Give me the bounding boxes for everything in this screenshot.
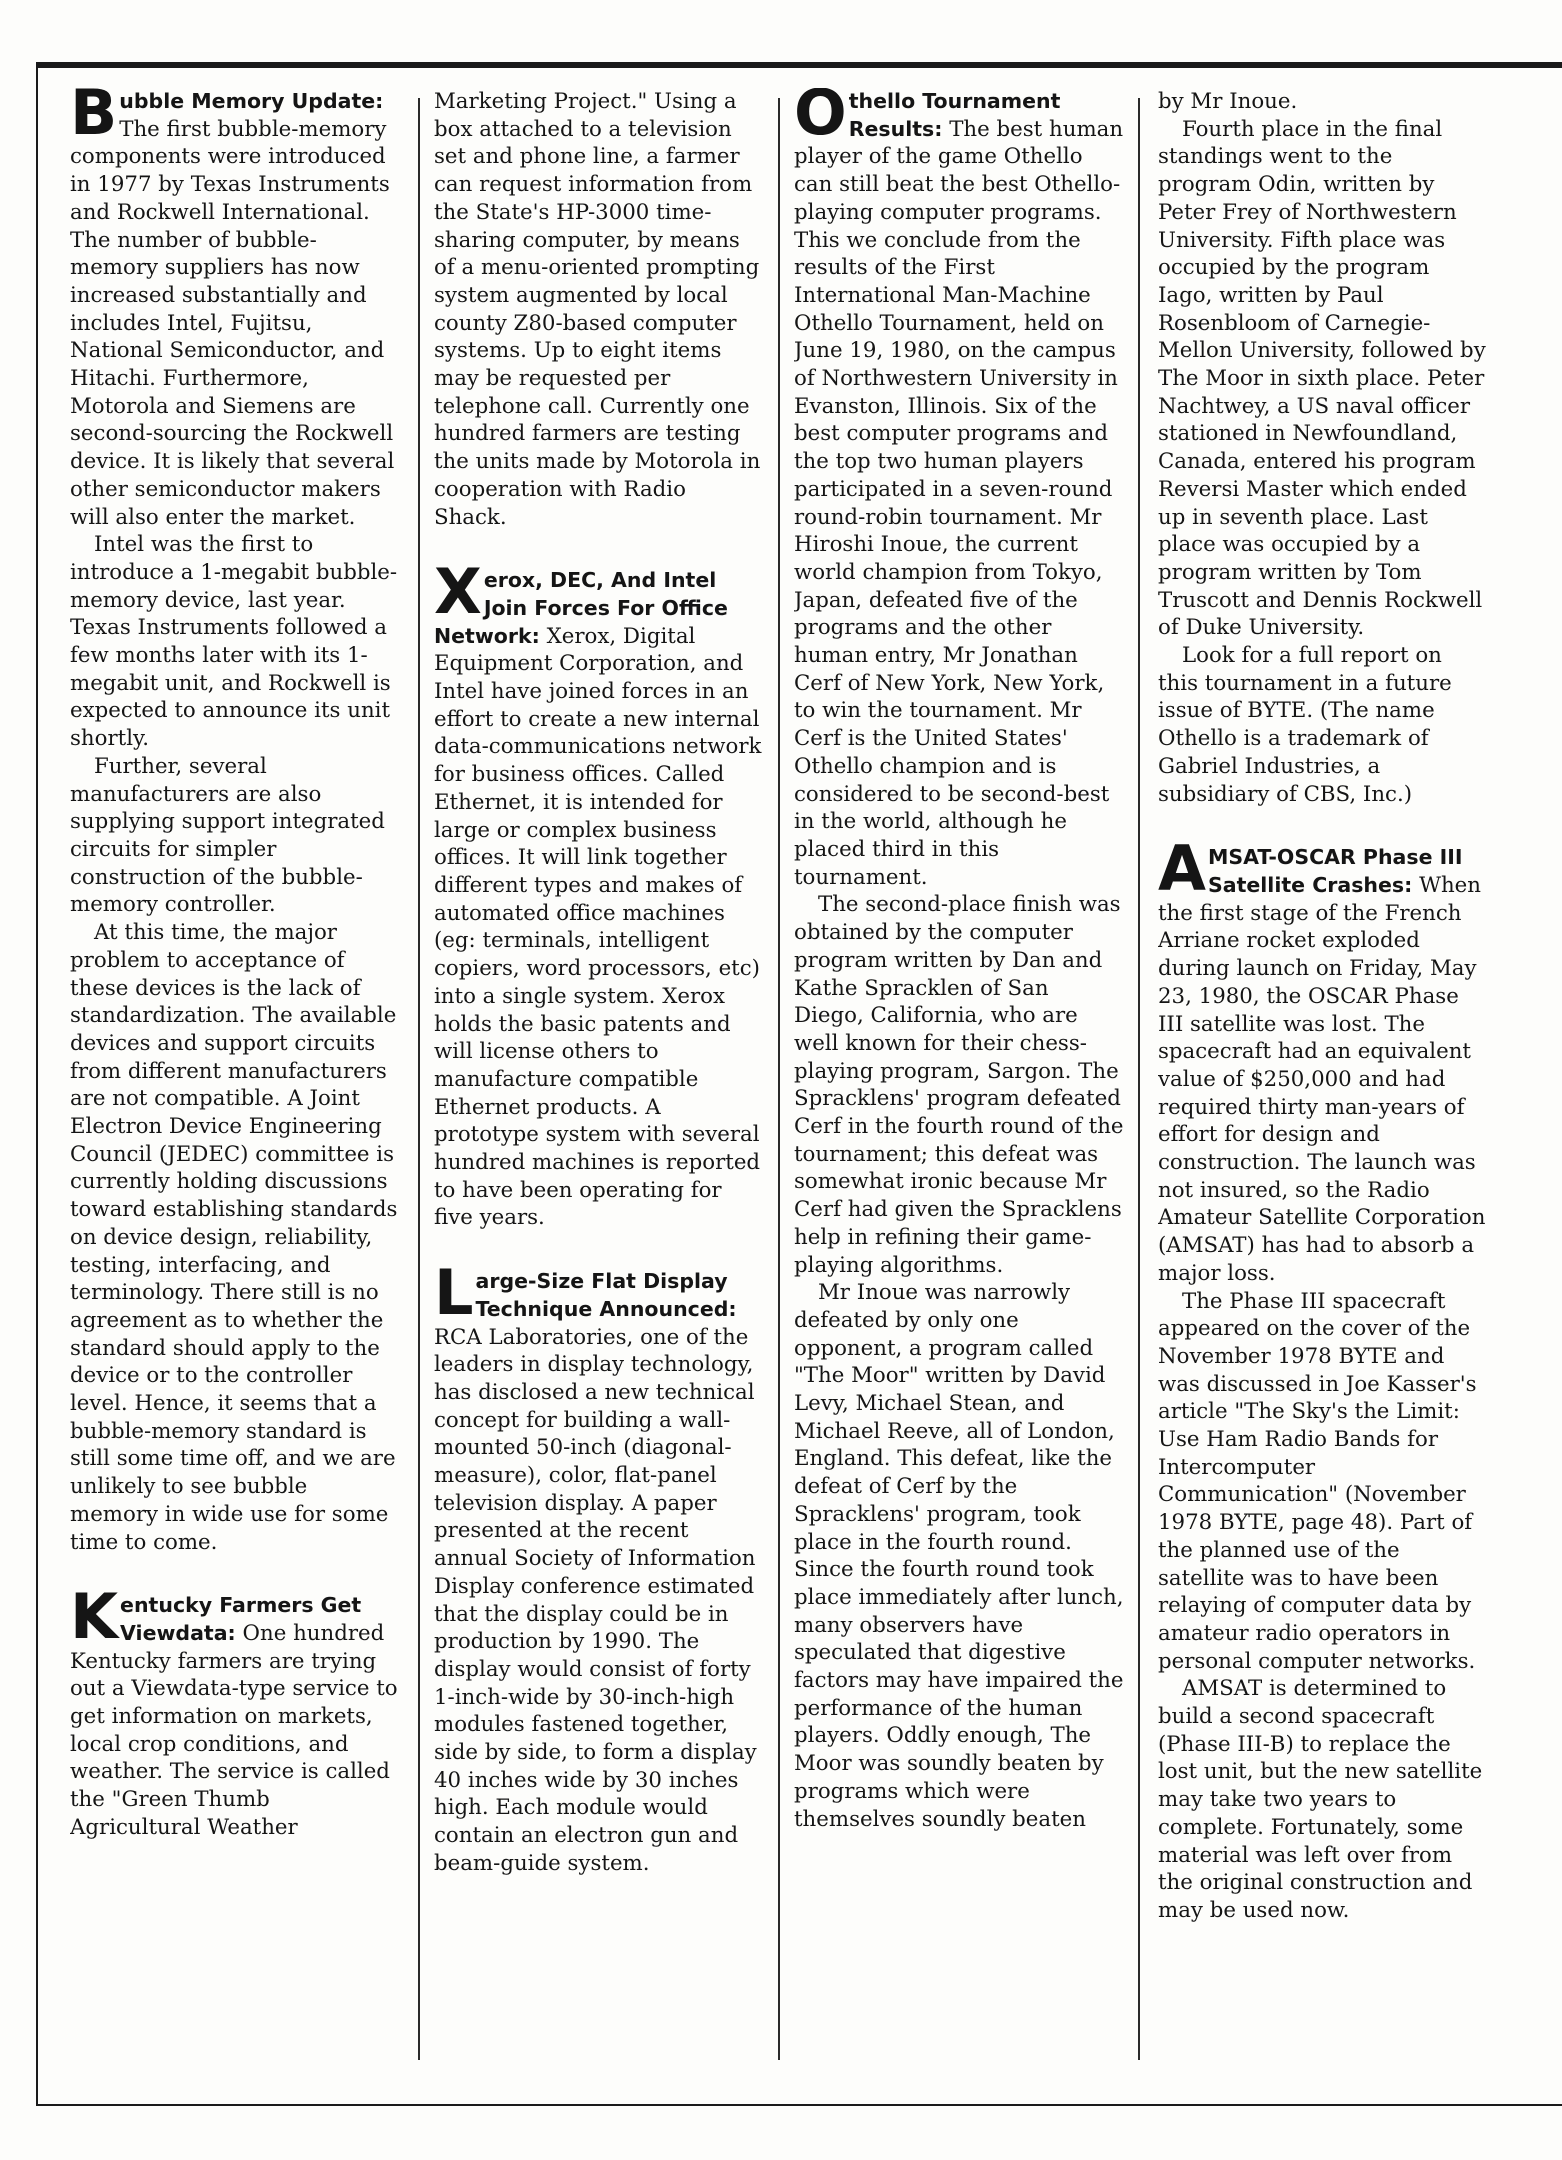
paragraph: One hundred Kentucky farmers are trying out a Viewdata-type service to get information on markets, local crop conditions, and weather. The service is called the "Green Thumb Agricultural Weather: [70, 1620, 398, 1840]
paragraph: Xerox, Digital Equipment Corporation, and Intel have joined forces in an effort to create a new internal data-communications network for business offices. Called Ethernet, it is intended for large or complex business offices. It will link together different types and makes of automated office machines (eg: terminals, intelligent copiers, word processors, etc) into a single system. Xerox holds the basic patents and will license others to manufacture compatible Ethernet products. A prototype system with several hundred machines is reported to have been operating for five years.: [434, 623, 762, 1231]
article: [1158, 88, 1488, 808]
article-lead: [1158, 832, 1488, 1287]
article: [434, 1256, 764, 1877]
article: [70, 1580, 400, 1841]
article-lead: [70, 1580, 400, 1841]
paragraph: by Mr Inoue.: [1158, 89, 1298, 114]
paragraph: Further, several manufacturers are also supplying support integrated circuits for simpler construction of the bubble-memory controller.: [70, 753, 385, 918]
bottom-rule: [36, 2104, 1562, 2106]
paragraph: Marketing Project." Using a box attached to a television set and phone line, a farmer can request information from the State's HP-3000 time-sharing computer, by means of a menu-oriented prompting system augmented by local county Z80-based computer systems. Up to eight items may be requested per telephone call. Currently one hundred farmers are testing the units made by Motorola in cooperation with Radio Shack.: [434, 89, 761, 530]
paragraph: Look for a full report on this tournament in a future issue of BYTE. (The name Othello is a trademark of Gabriel Industries, a subsidiary of CBS, Inc.): [1158, 643, 1452, 807]
article: [1158, 832, 1488, 1924]
article-headline: MSAT-OSCAR Phase III Satellite Crashes:: [1207, 845, 1463, 897]
article-headline: thello Tournament Results:: [848, 89, 1061, 141]
column-4: [1158, 88, 1488, 2068]
top-rule: [36, 62, 1562, 68]
left-rule: [36, 62, 38, 2106]
article: [70, 88, 400, 1556]
article-headline: erox, DEC, And Intel Join Forces For Office Network:: [434, 568, 728, 648]
article-lead: [434, 1256, 764, 1877]
paragraph: Fourth place in the final standings went to the program Odin, written by Peter Frey of Northwestern University. Fifth place was occupied by the program Iago, written by Paul Rosenbloom of Carnegie-Mellon University, followed by The Moor in sixth place. Peter Nachtwey, a US naval officer stationed in Newfoundland, Canada, entered his program Reversi Master which ended up in seventh place. Last place was occupied by a program written by Tom Truscott and Dennis Rockwell of Duke University.: [1158, 116, 1486, 641]
article-headline: entucky Farmers Get Viewdata:: [120, 1593, 362, 1645]
article-headline: ubble Memory Update:: [119, 89, 384, 113]
column-divider: [778, 98, 780, 2060]
article: [794, 88, 1124, 1833]
drop-cap: L: [434, 1256, 474, 1330]
article: [434, 88, 764, 531]
article-headline: arge-Size Flat Display Technique Announced:: [475, 1269, 737, 1321]
article-lead: [70, 88, 400, 531]
column-2: [434, 88, 764, 2068]
drop-cap: X: [434, 555, 482, 629]
paragraph: The first bubble-memory components were introduced in 1977 by Texas Instruments and Rockwell International. The number of bubble-memory suppliers has now increased substantially and includes Intel, Fujitsu, National Semiconductor, and Hitachi. Furthermore, Motorola and Siemens are second-sourcing the Rockwell device. It is likely that several other semiconductor makers will also enter the market.: [70, 116, 395, 530]
drop-cap: B: [70, 88, 118, 149]
column-divider: [418, 98, 420, 2060]
paragraph: At this time, the major problem to acceptance of these devices is the lack of standardization. The available devices and support circuits from different manufacturers are not compatible. A Joint Electron Device Engineering Council (JEDEC) committee is currently holding discussions toward establishing standards on device design, reliability, testing, interfacing, and terminology. There still is no agreement as to whether the standard should apply to the device or to the controller level. Hence, it seems that a bubble-memory standard is still some time off, and we are unlikely to see bubble memory in wide use for some time to come.: [70, 920, 398, 1555]
drop-cap: O: [794, 88, 847, 149]
paragraph: The Phase III spacecraft appeared on the cover of the November 1978 BYTE and was discussed in Joe Kasser's article "The Sky's the Limit: Use Ham Radio Bands for Intercomputer Communication" (November 1978 BYTE, page 48). Part of the planned use of the satellite was to have been relaying of computer data by amateur radio operators in personal computer networks.: [1158, 1288, 1477, 1674]
paragraph: When the first stage of the French Arriane rocket exploded during launch on Friday, May 23, 1980, the OSCAR Phase III satellite was lost. The spacecraft had an equivalent value of $250,000 and had required thirty man-years of effort for design and construction. The launch was not insured, so the Radio Amateur Satellite Corporation (AMSAT) has had to absorb a major loss.: [1158, 872, 1486, 1286]
drop-cap: A: [1158, 832, 1206, 906]
column-1: [70, 88, 400, 2068]
paragraph: AMSAT is determined to build a second spacecraft (Phase III-B) to replace the lost unit, but the new satellite may take two years to complete. Fortunately, some material was left over from the original construction and may be used now.: [1158, 1676, 1483, 1923]
paragraph: Mr Inoue was narrowly defeated by only one opponent, a program called "The Moor" written by David Levy, Michael Stean, and Michael Reeve, all of London, England. This defeat, like the defeat of Cerf by the Spracklens' program, took place in the fourth round. Since the fourth round took place immediately after lunch, many observers have speculated that digestive factors may have impaired the performance of the human players. Oddly enough, The Moor was soundly beaten by programs which were themselves soundly beaten: [794, 1280, 1124, 1832]
column-divider: [1138, 98, 1140, 2060]
column-3: [794, 88, 1124, 2068]
article-lead: [794, 88, 1124, 891]
paragraph: The second-place finish was obtained by the computer program written by Dan and Kathe Spracklen of San Diego, California, who are well known for their chess-playing program, Sargon. The Spracklens' program defeated Cerf in the fourth round of the tournament; this defeat was somewhat ironic because Mr Cerf had given the Spracklens help in refining their game-playing algorithms.: [794, 892, 1124, 1278]
paragraph: The best human player of the game Othello can still beat the best Othello-playing computer programs. This we conclude from the results of the First International Man-Machine Othello Tournament, held on June 19, 1980, on the campus of Northwestern University in Evanston, Illinois. Six of the best computer programs and the top two human players participated in a seven-round round-robin tournament. Mr Hiroshi Inoue, the current world champion from Tokyo, Japan, defeated five of the programs and the other human entry, Mr Jonathan Cerf of New York, New York, to win the tournament. Mr Cerf is the United States' Othello champion and is considered to be second-best in the world, although he placed third in this tournament.: [794, 116, 1124, 890]
paragraph: RCA Laboratories, one of the leaders in display technology, has disclosed a new technical concept for building a wall-mounted 50-inch (diagonal-measure), color, flat-panel television display. A paper presented at the recent annual Society of Information Display conference estimated that the display could be in production by 1990. The display would consist of forty 1-inch-wide by 30-inch-high modules fastened together, side by side, to form a display 40 inches wide by 30 inches high. Each module would contain an electron gun and beam-guide system.: [434, 1324, 757, 1876]
article: [434, 555, 764, 1232]
article-lead: [434, 555, 764, 1232]
paragraph: Intel was the first to introduce a 1-megabit bubble-memory device, last year. Texas Instruments followed a few months later with its 1-megabit unit, and Rockwell is expected to announce its unit shortly.: [70, 532, 398, 752]
drop-cap: K: [70, 1580, 119, 1654]
